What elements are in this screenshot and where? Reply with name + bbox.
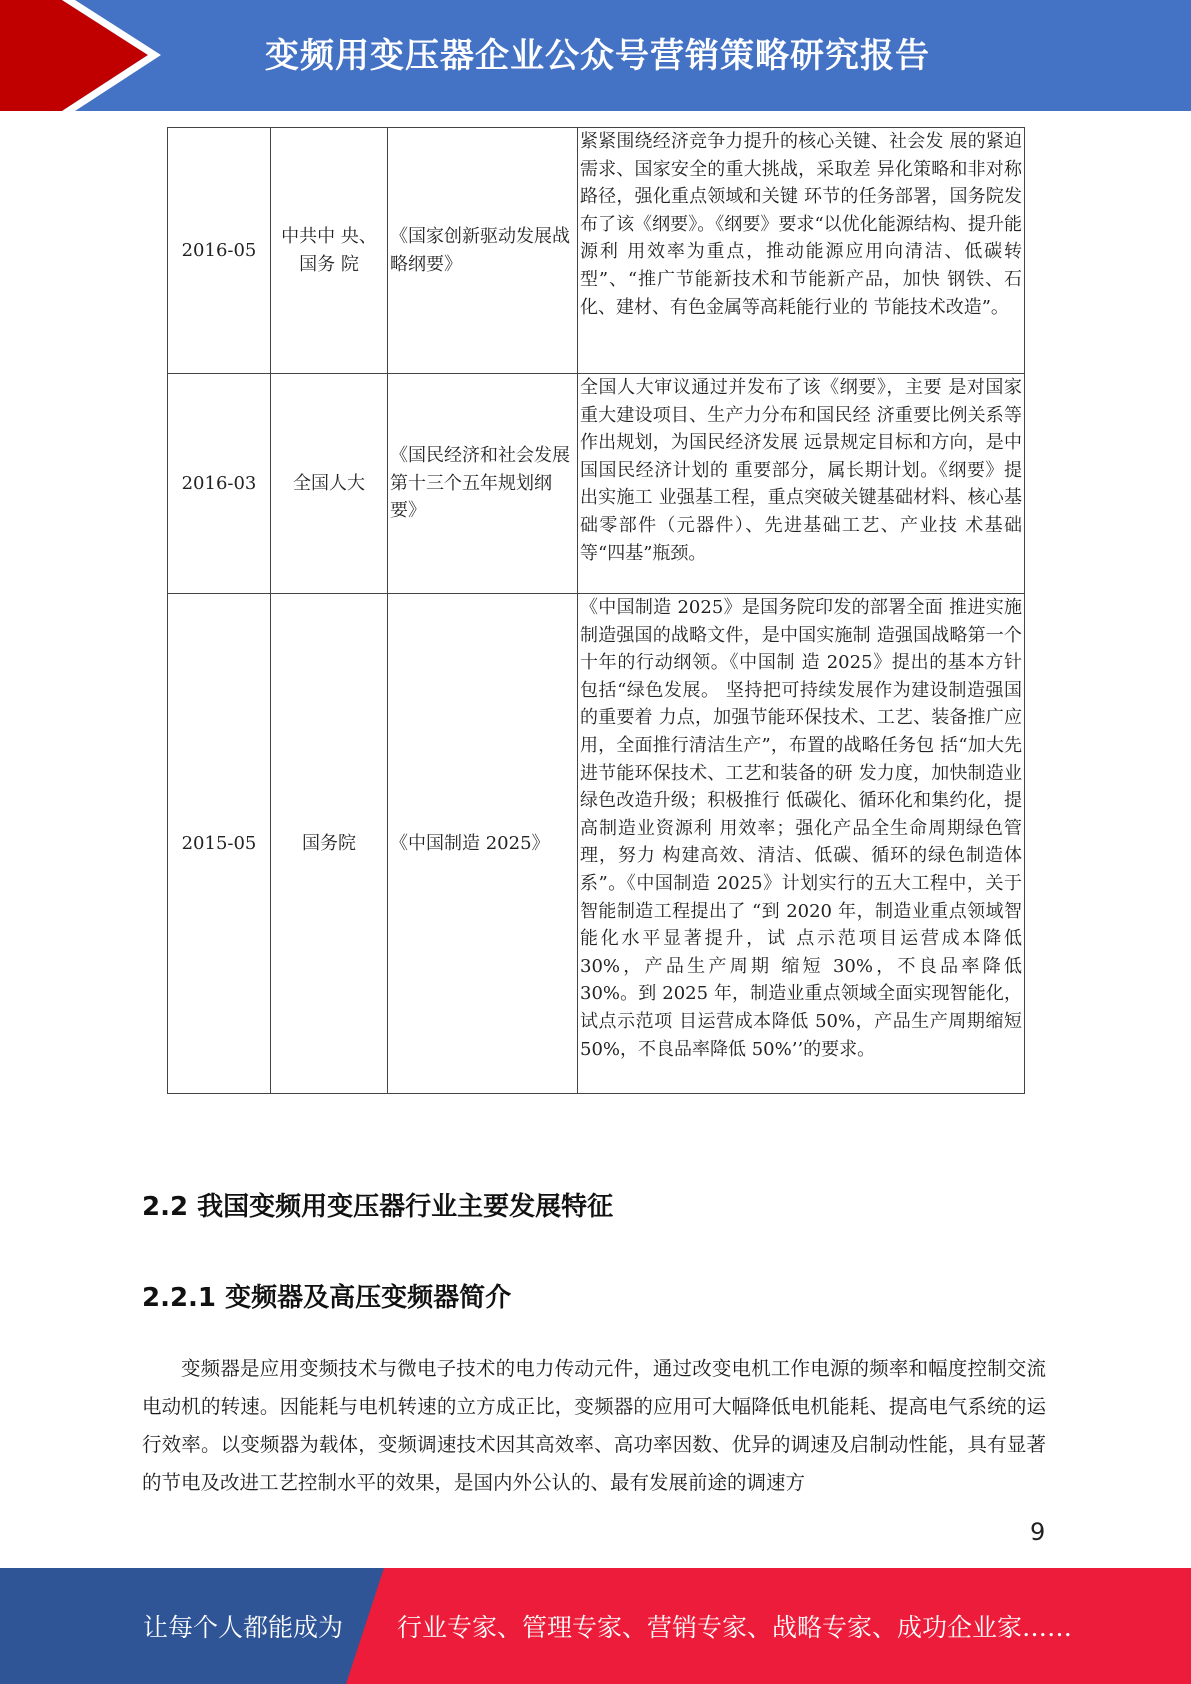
body-paragraph: 变频器是应用变频技术与微电子技术的电力传动元件，通过改变电机工作电源的频率和幅度控制交流电动机的转速。因能耗与电机转速的立方成正比，变频器的应用可大幅降低电机能耗、提高电气系统的运行效率。以变频器为载体，变频调速技术因其高效率、高功率因数、优异的调速及启制动性能，具有显著的节电及改进工艺控制水平的效果，是国内外公认的、最有发展前途的调速方	[142, 1357, 1046, 1494]
table-cell-description	[578, 128, 1025, 374]
description-text: 紧紧围绕经济竞争力提升的核心关键、社会发 展的紧迫需求、国家安全的重大挑战，采取差 异化策略和非对称路径，强化重点领域和关键 环节的任务部署，国务院发布了该《纲要》。《纲要》要求“以优化能源结构、提升能源利 用效率为重点，推动能源应用向清洁、低碳转 型”、“推广节能新技术和节能新产品，加快 钢铁、石化、建材、有色金属等高耗能行业的 节能技术改造”。	[580, 131, 1022, 318]
description-text: 全国人大审议通过并发布了该《纲要》，主要 是对国家重大建设项目、生产力分布和国民经 济重要比例关系等作出规划，为国民经济发展 远景规定目标和方向，是中国国民经济计划的 重要部分，属长期计划。《纲要》提出实施工 业强基工程，重点突破关键基础材料、核心基 础零部件（元器件）、先进基础工艺、产业技 术基础等“四基”瓶颈。	[580, 377, 1022, 564]
section-heading: 2.2 我国变频用变压器行业主要发展特征	[142, 1192, 614, 1222]
policy-table	[167, 127, 1025, 1094]
table-cell-description	[578, 594, 1025, 1094]
table-cell-date: 2016-03	[168, 374, 271, 594]
page-number: 9	[1030, 1518, 1046, 1546]
footer-slogan-left: 让每个人都能成为	[143, 1613, 344, 1642]
table-cell-org: 国务院	[271, 594, 388, 1094]
table-cell-date: 2015-05	[168, 594, 271, 1094]
table-cell-document: 《中国制造 2025》	[388, 594, 578, 1094]
page-header	[0, 0, 1191, 111]
footer-slogan-right: 行业专家、管理专家、营销专家、战略专家、成功企业家……	[397, 1613, 1073, 1642]
table-cell-document: 《国民经济和社会发展第十三个五年规划纲要》	[388, 374, 578, 594]
page-footer	[0, 1568, 1191, 1684]
table-row	[168, 594, 1025, 1094]
table-row	[168, 374, 1025, 594]
report-title: 变频用变压器企业公众号营销策略研究报告	[265, 36, 930, 76]
table-row	[168, 128, 1025, 374]
table-cell-description	[578, 374, 1025, 594]
table-cell-org: 全国人大	[271, 374, 388, 594]
table-cell-date: 2016-05	[168, 128, 271, 374]
table-cell-document: 《国家创新驱动发展战略纲要》	[388, 128, 578, 374]
table-cell-org: 中共中 央、国务 院	[271, 128, 388, 374]
subsection-heading: 2.2.1 变频器及高压变频器简介	[142, 1283, 512, 1313]
description-text: 《中国制造 2025》是国务院印发的部署全面 推进实施制造强国的战略文件，是中国实施制 造强国战略第一个十年的行动纲领。《中国制 造 2025》提出的基本方针包括“绿色发展。 坚持把可持续发展作为建设制造强国的重要着 力点，加强节能环保技术、工艺、装备推广应 用，全面推行清洁生产”，布置的战略任务包 括“加大先进节能环保技术、工艺和装备的研 发力度，加快制造业绿色改造升级；积极推行 低碳化、循环化和集约化，提高制造业资源利 用效率；强化产品全生命周期绿色管理，努力 构建高效、清洁、低碳、循环的绿色制造体 系”。《中国制造 2025》计划实行的五大工程中，关于智能制造工程提出了 “到 2020 年，制造业重点领域智能化水平显著提升，试 点示范项目运营成本降低 30%，产品生产周期 缩短 30%，不良品率降低 30%。到 2025 年，制造业重点领域全面实现智能化，试点示范项 目运营成本降低 50%，产品生产周期缩短 50%，不良品率降低 50%’’的要求。	[580, 597, 1022, 1060]
